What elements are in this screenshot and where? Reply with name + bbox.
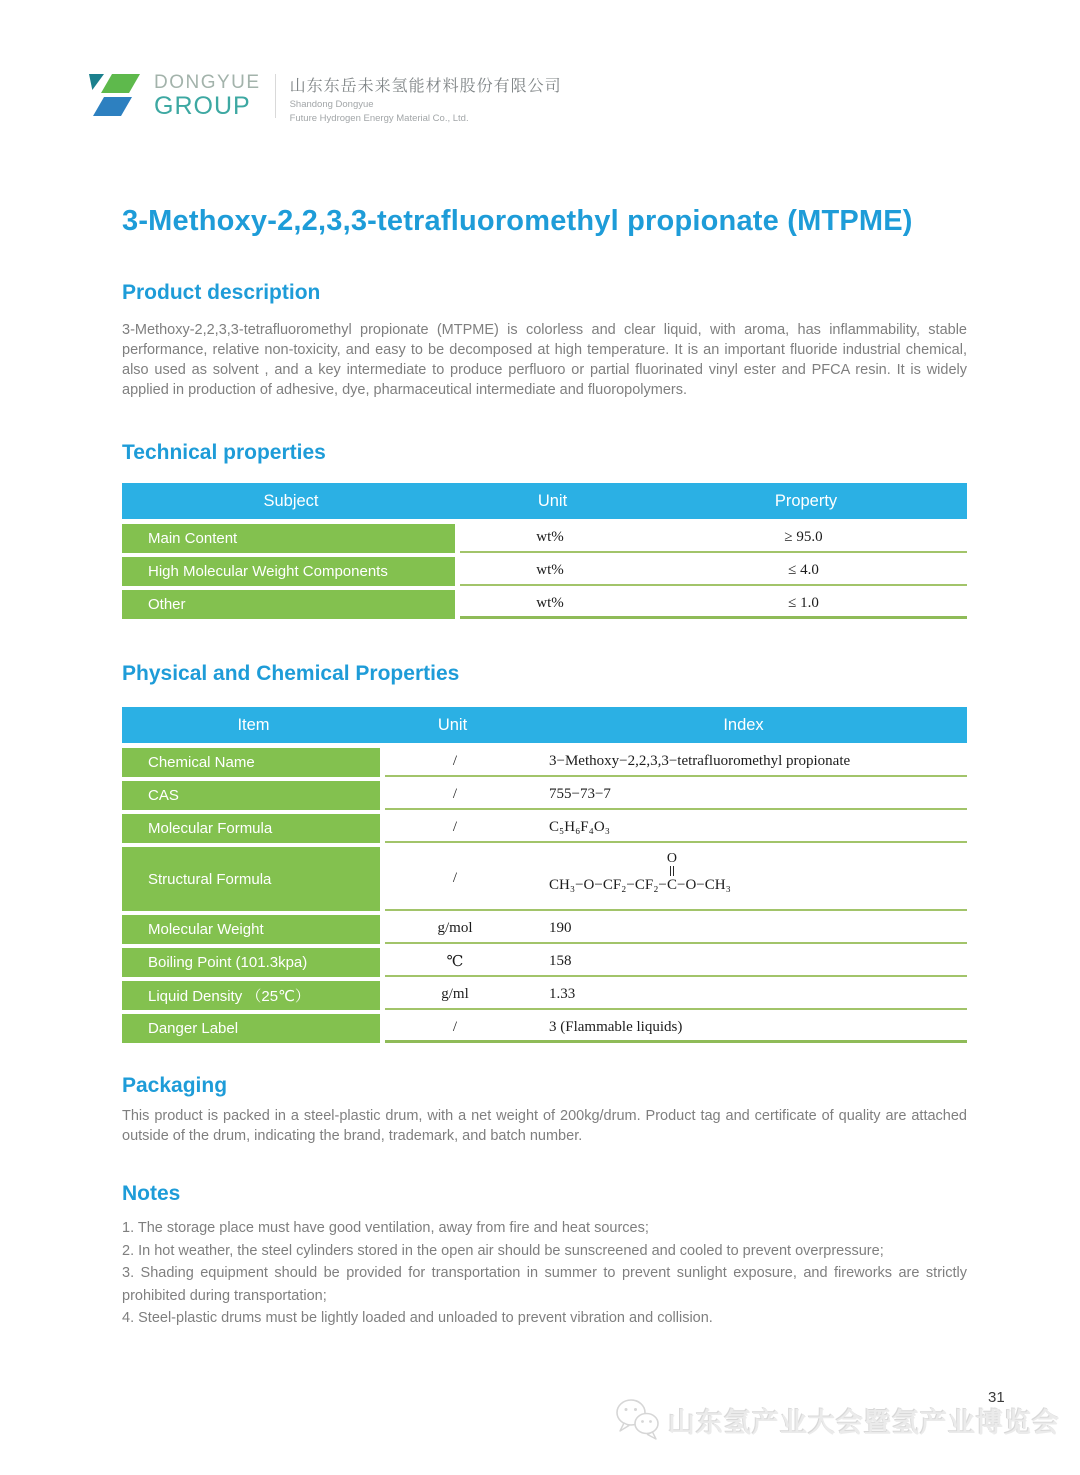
row-label: Boiling Point (101.3kpa) — [122, 948, 380, 977]
company-name-en-1: Shandong Dongyue — [289, 99, 374, 110]
notes-heading: Notes — [122, 1182, 181, 1205]
packaging-body: This product is packed in a steel-plastic drum, with a net weight of 200kg/drum. Product tag and certificate of quality are attached outside of the drum, indicating the brand, trademark, and batch number. — [122, 1108, 967, 1144]
row-unit: g/ml — [441, 986, 469, 1002]
company-name-en-2: Future Hydrogen Energy Material Co., Ltd. — [289, 113, 469, 124]
row-unit: / — [452, 786, 458, 802]
dongyue-logo-icon — [88, 72, 146, 122]
row-label: CAS — [122, 781, 380, 810]
row-unit: wt% — [536, 529, 564, 545]
product-description-body: 3-Methoxy-2,2,3,3-tetrafluoromethyl propionate (MTPME) is colorless and clear liquid, with aroma, has inflammability, stable performance, relative non-toxicity, and easy to be decomposed at high temperature. It is an important fluoride industrial chemical, also used as solvent , and a key intermediate to produce perfluoro or partial fluorinated vinyl ester and PFCA resin. It is widely applied in production of adhesive, dye, pharmaceutical intermediate and fluoropolymers. — [122, 322, 967, 398]
row-index: 3−Methoxy−2,2,3,3−tetrafluoromethyl propionate — [549, 753, 851, 769]
table-row — [122, 814, 967, 843]
formula-right: −O−CH₃ — [677, 877, 731, 893]
row-property: ≤ 4.0 — [788, 562, 819, 578]
row-index: C₅H₆F₄O₃ — [549, 819, 610, 835]
note-item: 2. In hot weather, the steel cylinders stored in the open air should be sunscreened and cooled to prevent overpressure; — [122, 1242, 884, 1259]
table-row — [122, 781, 967, 810]
note-item: 3. Shading equipment should be provided for transportation in summer to prevent sunlight exposure, and fireworks are strictly prohibited during transportation; — [122, 1265, 967, 1304]
wechat-icon — [614, 1396, 662, 1444]
column-header-item: Item — [237, 715, 270, 734]
company-name-block — [290, 72, 562, 124]
logo-blue-shape — [93, 97, 132, 116]
row-property: ≥ 95.0 — [784, 529, 823, 545]
row-index: 190 — [549, 920, 572, 936]
page-number: 31 — [988, 1389, 1005, 1406]
watermark-text: 山东氢产业大会暨氢产业博览会 — [668, 1407, 1060, 1438]
logo-word-group: GROUP — [154, 92, 251, 120]
company-logo — [88, 72, 562, 124]
row-index: 1.33 — [549, 986, 576, 1002]
product-description-heading: Product description — [122, 281, 321, 304]
row-label: Main Content — [122, 524, 455, 553]
table-row — [122, 557, 967, 586]
row-index: 755−73−7 — [549, 786, 611, 802]
logo-word-dongyue: DONGYUE — [154, 72, 261, 93]
row-label: Danger Label — [122, 1014, 380, 1043]
formula-carbonyl-group — [667, 853, 677, 894]
row-unit: wt% — [536, 594, 564, 611]
row-unit: / — [452, 1018, 458, 1035]
row-property: ≤ 1.0 — [788, 594, 819, 611]
structural-formula — [549, 853, 731, 903]
double-bond-icon — [670, 866, 674, 876]
row-label: Other — [122, 590, 455, 619]
physical-chemical-table — [122, 707, 967, 1047]
technical-properties-heading: Technical properties — [122, 441, 326, 464]
row-unit: / — [452, 753, 458, 769]
row-unit: wt% — [536, 562, 564, 578]
row-label: Molecular Formula — [122, 814, 380, 843]
table-row-structural-formula — [122, 847, 967, 911]
column-header-unit: Unit — [437, 715, 468, 734]
note-item: 4. Steel-plastic drums must be lightly loaded and unloaded to prevent vibration and collision. — [122, 1310, 713, 1326]
logo-teal-shape — [89, 74, 104, 90]
table-row — [122, 981, 967, 1010]
formula-carbon: C — [666, 877, 677, 893]
row-label: Liquid Density （25℃） — [122, 981, 380, 1010]
formula-left: CH₃−O−CF₂−CF₂− — [549, 877, 667, 893]
packaging-heading: Packaging — [122, 1074, 228, 1097]
table-row — [122, 748, 967, 777]
page-title: 3-Methoxy-2,2,3,3-tetrafluoromethyl propionate (MTPME) — [122, 205, 913, 237]
notes-list — [122, 1217, 967, 1330]
row-index: 158 — [549, 953, 572, 969]
table-row — [122, 1014, 967, 1043]
row-label: Molecular Weight — [122, 915, 380, 944]
row-label: Chemical Name — [122, 748, 380, 777]
column-header-unit: Unit — [537, 491, 568, 510]
row-unit: / — [452, 819, 458, 835]
column-header-subject: Subject — [263, 491, 319, 510]
physical-chemical-heading: Physical and Chemical Properties — [122, 662, 460, 685]
column-header-index: Index — [723, 715, 764, 734]
table-row — [122, 948, 967, 977]
company-name-cn: 山东东岳未来氢能材料股份有限公司 — [289, 78, 562, 95]
formula-oxygen: O — [666, 851, 678, 866]
table-header-row — [122, 707, 967, 743]
table-row — [122, 524, 967, 553]
row-unit: ℃ — [446, 954, 464, 970]
technical-properties-table — [122, 483, 967, 623]
logo-wordmark — [154, 73, 261, 119]
row-index: 3 (Flammable liquids) — [549, 1018, 683, 1035]
row-unit: g/mol — [437, 920, 473, 936]
table-header-row — [122, 483, 967, 519]
row-unit: / — [452, 869, 458, 886]
logo-green-shape — [101, 74, 140, 93]
row-label: High Molecular Weight Components — [122, 557, 455, 586]
logo-divider — [275, 74, 276, 118]
column-header-property: Property — [774, 491, 838, 510]
table-row — [122, 590, 967, 619]
row-label: Structural Formula — [122, 847, 380, 911]
note-item: 1. The storage place must have good ventilation, away from fire and heat sources; — [122, 1220, 649, 1236]
table-row — [122, 915, 967, 944]
